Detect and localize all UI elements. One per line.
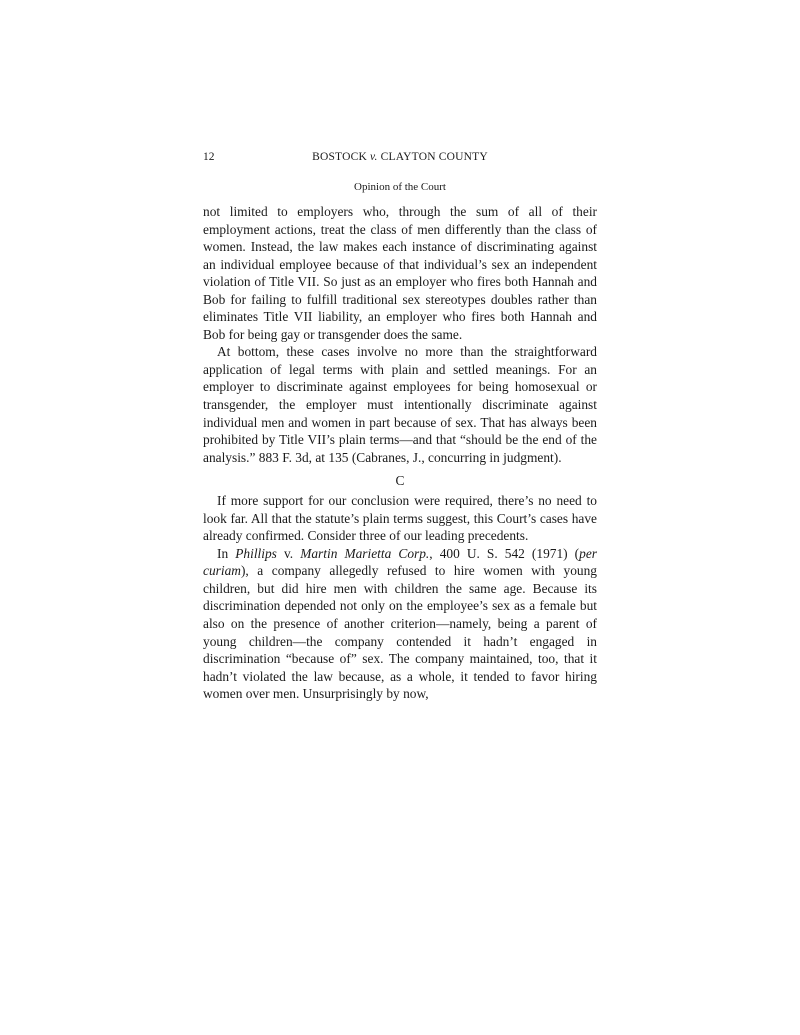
case-title-part1: BOSTOCK: [312, 151, 371, 163]
case-citation: , 400 U. S. 542 (1971) (: [429, 545, 580, 561]
case-title-part2: CLAYTON COUNTY: [377, 151, 488, 163]
case-name-phillips: Phillips: [235, 545, 277, 561]
case-title: [203, 149, 597, 165]
page-header: [203, 149, 597, 165]
case-name-martin-marietta: Martin Marietta Corp.: [300, 545, 430, 561]
paragraph-2: At bottom, these cases involve no more than the straightforward application of legal terms with plain and settled meanings. For an employer to discriminate against employees for being homosexual or transgender, the employer must intentionally discriminate against individual men and women in part because of sex. That has always been prohibited by Title VII’s plain terms—and that “should be the end of the analysis.” 883 F. 3d, at 135 (Cabranes, J., concurring in judgment).: [203, 344, 597, 465]
paragraph-3: If more support for our conclusion were required, there’s no need to look far. All that the statute’s plain terms suggest, this Court’s cases have already confirmed. Consider three of our leading precedents.: [203, 493, 597, 544]
opinion-subtitle: Opinion of the Court: [354, 181, 446, 193]
paragraph-4-lead: In: [217, 545, 236, 561]
section-heading-c: C: [395, 473, 405, 489]
paragraph-4-rest: ), a company allegedly refused to hire women with young children, but did hire men with children the same age. Because its discrimination depended not only on the employee’s sex as a female but also on the presence of another criterion—namely, being a parent of young children—the company contended it hadn’t engaged in discrimination “because of” sex. The company maintained, too, that it hadn’t violated the law because, as a whole, it tended to favor hiring women over men. Unsurprisingly by now,: [203, 563, 597, 702]
page-number: 12: [203, 151, 215, 163]
case-title-v: v.: [370, 151, 378, 163]
per-curiam: per curiam: [203, 545, 598, 579]
opinion-body: [203, 203, 597, 703]
paragraph-1: not limited to employers who, through the sum of all of their employment actions, treat the class of men differently than the class of women. Instead, the law makes each instance of discriminating against an individual employee because of that individual’s sex an independent violation of Title VII. So just as an employer who fires both Hannah and Bob for failing to fulfill traditional sex stereotypes doubles rather than eliminates Title VII liability, an employer who fires both Hannah and Bob for being gay or transgender does the same.: [203, 204, 597, 342]
paragraph-4: [203, 545, 597, 703]
case-versus: v.: [276, 545, 301, 561]
